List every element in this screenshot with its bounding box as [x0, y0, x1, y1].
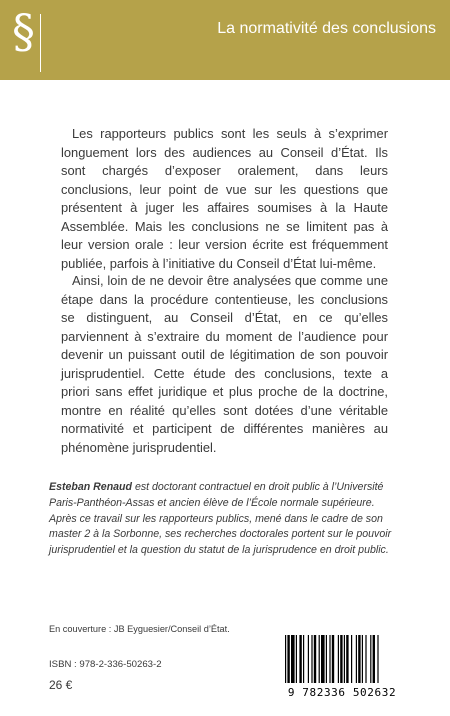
isbn: ISBN : 978-2-336-50263-2	[49, 659, 162, 670]
barcode-bar	[303, 635, 304, 683]
barcode-bars	[279, 633, 405, 685]
barcode-bar	[291, 635, 295, 683]
barcode-bar	[338, 635, 339, 683]
barcode-bar	[340, 635, 342, 683]
barcode-bar	[346, 635, 348, 683]
author-bio	[49, 480, 401, 559]
barcode-bar	[326, 635, 327, 683]
section-symbol-icon: §	[12, 4, 35, 58]
barcode-number: 9 782336 502632	[287, 686, 397, 699]
cover-credit: En couverture : JB Eyguesier/Conseil d’État.	[49, 624, 230, 634]
barcode-bar	[314, 635, 316, 683]
barcode-bar	[308, 635, 309, 683]
summary-paragraph-2: Ainsi, loin de ne devoir être analysées que comme une étape dans la procédure contentieuse, les conclusions se distinguent, au Conseil d’État, en ce qu’elles parviennent à s’extraire du moment de l’audience pour devenir un puissant outil de légitimation de son pouvoir jurisprudentiel. Cette étude des conclusions, texte a priori sans effet juridique et plus proche de la doctrine, montre en réalité qu’elles sont dotées d’une véritable normativité et participent de différentes manières au phénomène jurisprudentiel.	[61, 273, 388, 455]
price: 26 €	[49, 678, 73, 692]
barcode-bar	[287, 635, 289, 683]
barcode-bar	[356, 635, 357, 683]
barcode-bar	[299, 635, 301, 683]
author-name: Esteban Renaud	[49, 481, 133, 493]
barcode-bar	[344, 635, 345, 683]
header-divider	[40, 14, 41, 72]
barcode-bar	[365, 635, 366, 683]
barcode-bar	[321, 635, 325, 683]
book-title: La normativité des conclusions	[217, 20, 436, 37]
barcode-bar	[329, 635, 330, 683]
barcode-bar	[332, 635, 334, 683]
barcode	[279, 633, 405, 701]
barcode-bar	[319, 635, 320, 683]
barcode-bar	[370, 635, 371, 683]
header-band	[0, 0, 450, 80]
barcode-bar	[377, 635, 378, 683]
barcode-bar	[358, 635, 360, 683]
barcode-bar	[311, 635, 312, 683]
barcode-bar	[373, 635, 375, 683]
author-bio-text: est doctorant contractuel en droit public à l’Université Paris-Panthéon-Assas et ancien élève de l’École normale supérieure. Après ce travail sur les rapporteurs publics, mené dans le cadre de son master 2 à la Sorbonne, ses recherches doctorales portent sur le pouvoir jurisprudentiel et la question du statut de la jurisprudence en droit public.	[49, 481, 392, 557]
barcode-bar	[362, 635, 363, 683]
summary-paragraph-1: Les rapporteurs publics sont les seuls à s’exprimer longuement lors des audiences au Conseil d’État. Ils sont chargés d’exposer oralement, dans leurs conclusions, leur point de vue sur les questions que présentent à juger les affaires soumises à la Haute Assemblée. Mais les conclusions ne se limitent pas à leur version orale : leur version écrite est fréquemment publiée, parfois à l’initiative du Conseil d’État lui-même.	[61, 126, 388, 271]
barcode-bar	[285, 635, 286, 683]
barcode-bar	[296, 635, 297, 683]
barcode-bar	[351, 635, 352, 683]
